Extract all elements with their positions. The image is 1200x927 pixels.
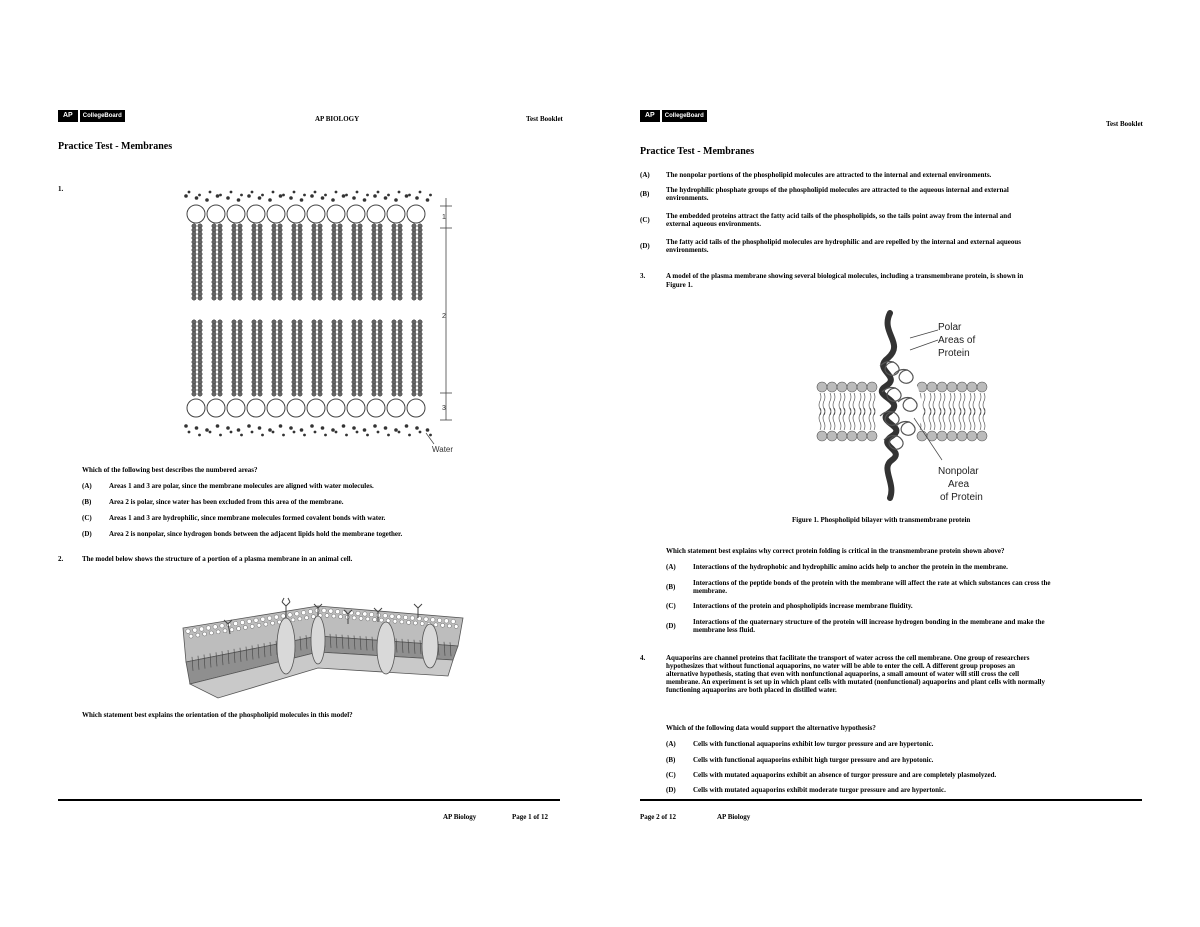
footer-page-number: Page 1 of 12 (512, 813, 548, 821)
lipid-head (387, 399, 405, 417)
lipid-head (937, 382, 947, 392)
question-number-2: 2. (58, 555, 64, 563)
lipid-head (947, 382, 957, 392)
lipid-head (247, 205, 265, 223)
question-3-intro: A model of the plasma membrane showing several biological molecules, including a transmembrane protein, is shown in Figure 1. (666, 272, 1024, 289)
lipid-head (387, 205, 405, 223)
transmembrane-protein-figure (810, 308, 1020, 508)
lipid-head (977, 382, 987, 392)
lipid-head (937, 431, 947, 441)
question-1-stem: Which of the following best describes the numbered areas? (82, 466, 258, 474)
ap-collegeboard-logo: AP CollegeBoard (58, 110, 125, 122)
q2-option-a[interactable]: (A) The nonpolar portions of the phospholipid molecules are attracted to the internal and external environments. (640, 171, 992, 179)
polar-label-line2: Areas of (938, 335, 976, 346)
q3-option-c[interactable]: (C) Interactions of the protein and phospholipids increase membrane fluidity. (666, 602, 913, 610)
header-subject: AP BIOLOGY (315, 115, 360, 123)
lipid-head (827, 431, 837, 441)
membrane-protein (377, 622, 395, 674)
q3-option-b[interactable]: (B) Interactions of the peptide bonds of the protein with the membrane will affect the rate at which substances can cross the membrane. (666, 579, 1051, 595)
header-booklet: Test Booklet (526, 115, 563, 123)
lipid-head (917, 431, 927, 441)
question-number-3: 3. (640, 272, 646, 280)
area-2-label: 2 (442, 313, 446, 320)
lipid-head (267, 399, 285, 417)
lipid-head (307, 399, 325, 417)
q4-option-a[interactable]: (A) Cells with functional aquaporins exhibit low turgor pressure and are hypertonic. (666, 740, 934, 748)
lipid-head (847, 382, 857, 392)
q1-option-b[interactable]: (B) Area 2 is polar, since water has been excluded from this area of the membrane. (82, 498, 344, 506)
area-1-label: 1 (442, 214, 446, 221)
page-title: Practice Test - Membranes (640, 146, 755, 157)
lipid-head (957, 431, 967, 441)
nonpolar-label-line2: Area (948, 479, 970, 490)
figure-1-caption: Figure 1. Phospholipid bilayer with transmembrane protein (792, 516, 971, 524)
footer-subject: AP Biology (443, 813, 477, 821)
phospholipid-heads (187, 205, 425, 417)
lipid-head (227, 205, 245, 223)
lipid-head (407, 205, 425, 223)
lipid-head (867, 382, 877, 392)
water-label: Water (432, 445, 454, 454)
lipid-head (307, 205, 325, 223)
lipid-head (867, 431, 877, 441)
lipid-head (287, 205, 305, 223)
lipid-head (287, 399, 305, 417)
lipid-head (327, 399, 345, 417)
q2-option-c[interactable]: (C) The embedded proteins attract the fatty acid tails of the phospholipids, so the tails point away from the internal and external aqueous environments. (640, 212, 1012, 228)
lipid-head (407, 399, 425, 417)
lipid-head (367, 399, 385, 417)
lipid-head (847, 431, 857, 441)
header-booklet: Test Booklet (1106, 120, 1143, 128)
q4-option-d[interactable]: (D) Cells with mutated aquaporins exhibit moderate turgor pressure and are hypertonic. (666, 786, 946, 794)
q1-option-a[interactable]: (A) Areas 1 and 3 are polar, since the membrane molecules are aligned with water molecules. (82, 482, 374, 490)
lipid-head (347, 399, 365, 417)
lipid-head (367, 205, 385, 223)
membrane-protein (277, 618, 295, 674)
membrane-protein (422, 624, 438, 668)
lipid-head (347, 205, 365, 223)
question-2-intro: The model below shows the structure of a portion of a plasma membrane in an animal cell. (82, 555, 353, 563)
page-right (600, 0, 1200, 927)
q3-option-a[interactable]: (A) Interactions of the hydrophobic and hydrophilic amino acids help to anchor the protein in the membrane. (666, 563, 1008, 571)
question-4-stem: Which of the following data would support the alternative hypothesis? (666, 724, 876, 732)
lipid-head (817, 382, 827, 392)
lipid-head (207, 205, 225, 223)
lipid-head (247, 399, 265, 417)
polar-label-line1: Polar (938, 322, 962, 333)
q2-option-d[interactable]: (D) The fatty acid tails of the phospholipid molecules are hydrophilic and are repelled by the internal and external aqueous environments. (640, 238, 1021, 254)
lipid-head (327, 205, 345, 223)
fatty-acid-tails (192, 224, 422, 396)
nonpolar-label-line1: Nonpolar (938, 466, 979, 477)
lipid-head (947, 431, 957, 441)
q4-option-c[interactable]: (C) Cells with mutated aquaporins exhibit an absence of turgor pressure and are completely plasmolyzed. (666, 771, 997, 779)
lipid-head (827, 382, 837, 392)
bilayer-figure (178, 188, 468, 458)
lipid-head (967, 382, 977, 392)
footer-rule (640, 799, 1142, 801)
polar-label-line3: Protein (938, 348, 970, 359)
q2-option-b[interactable]: (B) The hydrophilic phosphate groups of the phospholipid molecules are attracted to the aqueous internal and external environments. (640, 186, 1009, 202)
nonpolar-label-line3: of Protein (940, 492, 983, 503)
lipid-head (267, 205, 285, 223)
membrane-protein (311, 616, 325, 664)
question-number-4: 4. (640, 654, 646, 662)
question-2-stem: Which statement best explains the orientation of the phospholipid molecules in this model? (82, 711, 353, 719)
lipid-head (187, 205, 205, 223)
lipid-head (967, 431, 977, 441)
lipid-head (187, 399, 205, 417)
area-3-label: 3 (442, 405, 446, 412)
fluid-mosaic-figure (178, 588, 468, 700)
q4-option-b[interactable]: (B) Cells with functional aquaporins exhibit high turgor pressure and are hypotonic. (666, 756, 934, 764)
lipid-head (857, 382, 867, 392)
footer-subject: AP Biology (717, 813, 751, 821)
lipid-head (857, 431, 867, 441)
question-3-stem: Which statement best explains why correct protein folding is critical in the transmembrane protein shown above? (666, 547, 1005, 555)
lipid-head (957, 382, 967, 392)
footer-page-number: Page 2 of 12 (640, 813, 676, 821)
footer-rule (58, 799, 560, 801)
question-4-intro: Aquaporins are channel proteins that facilitate the transport of water across the cell membrane. One group of researchers hypothesizes that without functional aquaporins, no water will be able to enter the cell. A different group proposes an alternative hypothesis, stating that even with nonfunctional aquaporins, a small amount of water will still cross the cell membrane. An experiment is set up in which plant cells with mutated (nonfunctional) aquaporins and plant cells with normally functioning aquaporins are both placed in distilled water. (666, 654, 1046, 694)
lipid-head (837, 431, 847, 441)
lipid-head (837, 382, 847, 392)
q1-option-d[interactable]: (D) Area 2 is nonpolar, since hydrogen bonds between the adjacent lipids hold the membrane together. (82, 530, 403, 538)
q3-option-d[interactable]: (D) Interactions of the quaternary structure of the protein will increase hydrogen bonding in the membrane and make the membrane less fluid. (666, 618, 1045, 634)
page-title: Practice Test - Membranes (58, 141, 173, 152)
q1-option-c[interactable]: (C) Areas 1 and 3 are hydrophilic, since membrane molecules formed covalent bonds with water. (82, 514, 386, 522)
ap-collegeboard-logo: AP CollegeBoard (640, 110, 707, 122)
question-number-1: 1. (58, 185, 64, 193)
lipid-head (977, 431, 987, 441)
lipid-head (817, 431, 827, 441)
lipid-head (927, 382, 937, 392)
lipid-head (227, 399, 245, 417)
lipid-head (207, 399, 225, 417)
